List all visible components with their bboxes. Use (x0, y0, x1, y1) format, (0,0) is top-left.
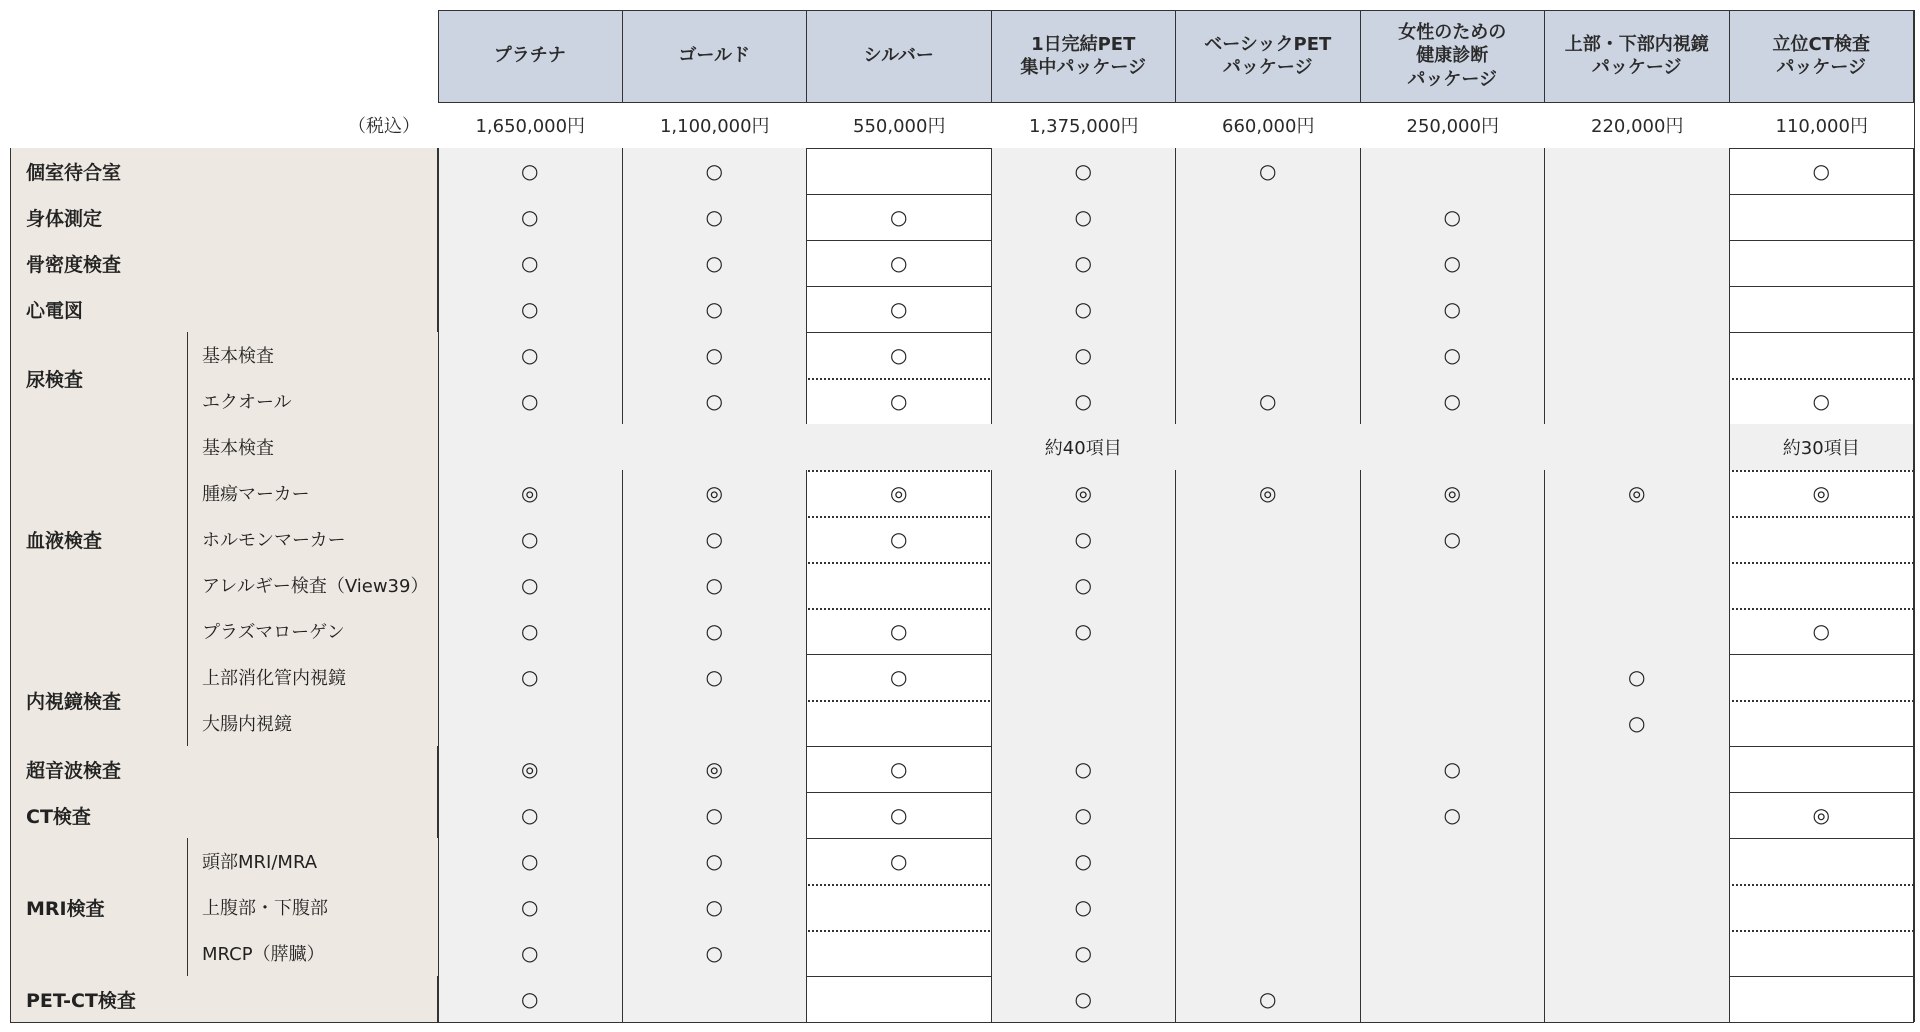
category-label: 骨密度検査 (10, 240, 438, 286)
circle-icon: ○ (1074, 343, 1092, 367)
empty-cell (1545, 148, 1730, 194)
empty-cell (1730, 976, 1915, 1022)
circle-icon: ○ (705, 343, 723, 367)
circle-icon: ○ (1074, 987, 1092, 1011)
category-label: 尿検査 (10, 332, 188, 424)
empty-cell (1545, 562, 1730, 608)
package-name: 上部・下部内視鏡 パッケージ (1564, 33, 1709, 78)
circle-mark (807, 792, 992, 838)
empty-cell (807, 884, 992, 930)
package-name: プラチナ (493, 45, 566, 67)
double-circle-mark (1730, 792, 1915, 838)
empty-cell (1361, 148, 1546, 194)
circle-icon: ○ (1074, 205, 1092, 229)
category-label: 血液検査 (10, 424, 188, 654)
package-name: ベーシックPET パッケージ (1204, 33, 1332, 78)
circle-icon: ○ (1074, 573, 1092, 597)
circle-icon: ○ (705, 297, 723, 321)
circle-icon: ○ (1074, 849, 1092, 873)
empty-cell (1545, 378, 1730, 424)
circle-mark (438, 930, 623, 976)
circle-icon: ○ (705, 941, 723, 965)
circle-icon: ○ (521, 573, 539, 597)
category-label: 超音波検査 (10, 746, 438, 792)
package-header (1361, 10, 1546, 102)
circle-mark (623, 240, 808, 286)
circle-mark (1361, 516, 1546, 562)
circle-mark (438, 378, 623, 424)
double-circle-icon: ◎ (1443, 481, 1461, 505)
circle-icon: ○ (890, 527, 908, 551)
empty-cell (1545, 332, 1730, 378)
empty-cell (1361, 838, 1546, 884)
category-label: 個室待合室 (10, 148, 438, 194)
empty-cell (1176, 700, 1361, 746)
circle-mark (438, 608, 623, 654)
circle-icon: ○ (521, 297, 539, 321)
category-label: 内視鏡検査 (10, 654, 188, 746)
circle-mark (807, 516, 992, 562)
package-price: 110,000円 (1775, 116, 1868, 137)
empty-cell (992, 700, 1177, 746)
circle-mark (807, 838, 992, 884)
double-circle-mark (1361, 470, 1546, 516)
circle-icon: ○ (890, 757, 908, 781)
circle-icon: ○ (705, 895, 723, 919)
circle-icon: ○ (521, 895, 539, 919)
package-name: 立位CT検査 パッケージ (1772, 33, 1870, 78)
circle-icon: ○ (705, 573, 723, 597)
circle-mark (438, 240, 623, 286)
empty-cell (1730, 286, 1915, 332)
package-price: 250,000円 (1406, 116, 1499, 137)
circle-icon: ○ (1628, 665, 1646, 689)
circle-icon: ○ (1074, 895, 1092, 919)
double-circle-mark (807, 470, 992, 516)
package-price: 220,000円 (1591, 116, 1684, 137)
double-circle-mark (623, 746, 808, 792)
empty-cell (1361, 930, 1546, 976)
empty-cell (1176, 516, 1361, 562)
subcategory-label: 腫瘍マーカー (188, 470, 438, 516)
subcategory-label: 基本検査 (188, 332, 438, 378)
circle-mark (992, 194, 1177, 240)
subcategory-label: 上部消化管内視鏡 (188, 654, 438, 700)
double-circle-icon: ◎ (1812, 481, 1830, 505)
circle-mark (807, 654, 992, 700)
circle-mark (438, 976, 623, 1022)
circle-mark (807, 608, 992, 654)
empty-cell (807, 700, 992, 746)
double-circle-icon: ◎ (705, 757, 723, 781)
empty-cell (623, 976, 808, 1022)
circle-mark (438, 884, 623, 930)
circle-mark (1545, 700, 1730, 746)
circle-icon: ○ (1074, 297, 1092, 321)
circle-icon: ○ (890, 251, 908, 275)
empty-cell (1176, 792, 1361, 838)
empty-cell (438, 700, 623, 746)
circle-mark (992, 286, 1177, 332)
double-circle-mark (1176, 470, 1361, 516)
empty-cell (1361, 976, 1546, 1022)
empty-cell (1545, 608, 1730, 654)
circle-mark (438, 286, 623, 332)
package-header (438, 10, 623, 102)
subcategory-label: 上腹部・下腹部 (188, 884, 438, 930)
empty-cell (1545, 930, 1730, 976)
subcategory-label: プラズマローゲン (188, 608, 438, 654)
circle-icon: ○ (705, 389, 723, 413)
circle-icon: ○ (705, 251, 723, 275)
circle-mark (992, 838, 1177, 884)
circle-icon: ○ (1074, 619, 1092, 643)
empty-cell (1730, 332, 1915, 378)
empty-cell (1730, 884, 1915, 930)
empty-cell (1176, 930, 1361, 976)
circle-mark (992, 378, 1177, 424)
circle-mark (807, 746, 992, 792)
empty-cell (807, 930, 992, 976)
double-circle-mark (623, 470, 808, 516)
circle-mark (1361, 240, 1546, 286)
circle-icon: ○ (521, 251, 539, 275)
empty-cell (1176, 746, 1361, 792)
circle-mark (1176, 378, 1361, 424)
circle-icon: ○ (705, 205, 723, 229)
package-price: 660,000円 (1222, 116, 1315, 137)
double-circle-mark (992, 470, 1177, 516)
empty-cell (807, 562, 992, 608)
subcategory-label: 基本検査 (188, 424, 438, 470)
circle-mark (1545, 654, 1730, 700)
empty-cell (1545, 976, 1730, 1022)
package-header (992, 10, 1177, 102)
circle-icon: ○ (1259, 389, 1277, 413)
package-price: 550,000円 (853, 116, 946, 137)
empty-cell (623, 700, 808, 746)
span-value: 約30項目 (1730, 424, 1915, 470)
empty-cell (1545, 516, 1730, 562)
circle-icon: ○ (1443, 205, 1461, 229)
double-circle-icon: ◎ (1812, 803, 1830, 827)
package-comparison-table (10, 10, 1910, 1026)
subcategory-label: エクオール (188, 378, 438, 424)
circle-icon: ○ (1443, 343, 1461, 367)
circle-icon: ○ (521, 527, 539, 551)
circle-icon: ○ (1443, 757, 1461, 781)
circle-mark (438, 332, 623, 378)
circle-icon: ○ (1443, 389, 1461, 413)
package-name: 女性のための 健康診断 パッケージ (1398, 21, 1507, 90)
circle-mark (992, 792, 1177, 838)
subcategory-label: アレルギー検査（View39） (188, 562, 438, 608)
double-circle-icon: ◎ (521, 757, 539, 781)
circle-mark (438, 194, 623, 240)
package-name: シルバー (863, 45, 934, 67)
circle-icon: ○ (705, 527, 723, 551)
category-label: 身体測定 (10, 194, 438, 240)
empty-cell (807, 148, 992, 194)
circle-icon: ○ (1074, 251, 1092, 275)
circle-icon: ○ (521, 849, 539, 873)
empty-cell (1730, 240, 1915, 286)
circle-icon: ○ (1443, 803, 1461, 827)
circle-icon: ○ (890, 849, 908, 873)
empty-cell (807, 976, 992, 1022)
circle-mark (992, 562, 1177, 608)
empty-cell (1176, 562, 1361, 608)
empty-cell (1176, 332, 1361, 378)
circle-mark (623, 608, 808, 654)
circle-mark (1730, 378, 1915, 424)
empty-cell (1545, 884, 1730, 930)
double-circle-icon: ◎ (1259, 481, 1277, 505)
circle-icon: ○ (1443, 297, 1461, 321)
circle-mark (807, 240, 992, 286)
circle-icon: ○ (521, 665, 539, 689)
circle-mark (992, 332, 1177, 378)
empty-cell (1730, 562, 1915, 608)
double-circle-mark (438, 746, 623, 792)
empty-cell (1361, 654, 1546, 700)
empty-cell (1545, 838, 1730, 884)
circle-mark (623, 930, 808, 976)
package-header (1176, 10, 1361, 102)
circle-mark (992, 746, 1177, 792)
circle-icon: ○ (1443, 527, 1461, 551)
circle-mark (1361, 746, 1546, 792)
empty-cell (1361, 608, 1546, 654)
circle-mark (623, 286, 808, 332)
circle-mark (992, 608, 1177, 654)
package-price: 1,100,000円 (659, 116, 770, 137)
circle-mark (992, 976, 1177, 1022)
category-label: 心電図 (10, 286, 438, 332)
circle-mark (438, 792, 623, 838)
package-header (1730, 10, 1915, 102)
circle-icon: ○ (705, 849, 723, 873)
circle-icon: ○ (521, 619, 539, 643)
circle-mark (438, 516, 623, 562)
empty-cell (1176, 194, 1361, 240)
circle-icon: ○ (890, 803, 908, 827)
circle-icon: ○ (890, 665, 908, 689)
circle-icon: ○ (521, 389, 539, 413)
circle-icon: ○ (1074, 389, 1092, 413)
subcategory-label: 頭部MRI/MRA (188, 838, 438, 884)
circle-mark (807, 378, 992, 424)
circle-icon: ○ (1074, 941, 1092, 965)
circle-icon: ○ (521, 343, 539, 367)
circle-mark (1361, 332, 1546, 378)
empty-cell (1730, 838, 1915, 884)
double-circle-icon: ◎ (705, 481, 723, 505)
circle-mark (1361, 286, 1546, 332)
circle-icon: ○ (521, 205, 539, 229)
circle-icon: ○ (521, 159, 539, 183)
tax-label: （税込） (348, 116, 420, 137)
circle-mark (1176, 148, 1361, 194)
double-circle-icon: ◎ (521, 481, 539, 505)
circle-mark (623, 194, 808, 240)
circle-icon: ○ (705, 619, 723, 643)
circle-icon: ○ (1812, 159, 1830, 183)
circle-mark (438, 562, 623, 608)
circle-mark (992, 930, 1177, 976)
empty-cell (1176, 240, 1361, 286)
circle-mark (623, 792, 808, 838)
circle-mark (1176, 976, 1361, 1022)
empty-cell (1176, 884, 1361, 930)
empty-cell (1730, 516, 1915, 562)
circle-mark (1730, 148, 1915, 194)
span-value: 約40項目 (438, 424, 1730, 470)
package-name: ゴールド (678, 45, 751, 67)
circle-mark (1361, 194, 1546, 240)
circle-mark (623, 884, 808, 930)
circle-icon: ○ (890, 205, 908, 229)
circle-mark (623, 562, 808, 608)
package-price: 1,375,000円 (1028, 116, 1139, 137)
circle-icon: ○ (890, 297, 908, 321)
circle-icon: ○ (1443, 251, 1461, 275)
empty-cell (1176, 654, 1361, 700)
package-header (623, 10, 808, 102)
circle-mark (807, 332, 992, 378)
circle-mark (1361, 792, 1546, 838)
empty-cell (1545, 240, 1730, 286)
empty-cell (1361, 700, 1546, 746)
package-price: 1,650,000円 (475, 116, 586, 137)
double-circle-mark (438, 470, 623, 516)
circle-icon: ○ (890, 619, 908, 643)
circle-icon: ○ (705, 665, 723, 689)
circle-mark (1361, 378, 1546, 424)
package-header (1545, 10, 1730, 102)
empty-cell (1730, 654, 1915, 700)
empty-cell (1545, 286, 1730, 332)
empty-cell (1176, 608, 1361, 654)
circle-mark (1730, 608, 1915, 654)
subcategory-label: 大腸内視鏡 (188, 700, 438, 746)
empty-cell (1361, 562, 1546, 608)
circle-icon: ○ (521, 803, 539, 827)
package-name: 1日完結PET 集中パッケージ (1020, 33, 1147, 78)
empty-cell (1730, 194, 1915, 240)
circle-icon: ○ (1074, 527, 1092, 551)
subcategory-label: MRCP（膵臓） (188, 930, 438, 976)
empty-cell (1730, 746, 1915, 792)
category-label: PET-CT検査 (10, 976, 438, 1022)
circle-mark (623, 378, 808, 424)
circle-icon: ○ (1074, 757, 1092, 781)
circle-icon: ○ (1074, 803, 1092, 827)
circle-mark (992, 516, 1177, 562)
empty-cell (992, 654, 1177, 700)
empty-cell (1545, 746, 1730, 792)
empty-cell (1730, 930, 1915, 976)
double-circle-icon: ◎ (890, 481, 908, 505)
circle-icon: ○ (890, 389, 908, 413)
empty-cell (1730, 700, 1915, 746)
circle-mark (623, 148, 808, 194)
circle-icon: ○ (1812, 619, 1830, 643)
empty-cell (1361, 884, 1546, 930)
empty-cell (1545, 792, 1730, 838)
subcategory-label: ホルモンマーカー (188, 516, 438, 562)
circle-icon: ○ (1259, 987, 1277, 1011)
circle-mark (992, 148, 1177, 194)
circle-mark (623, 516, 808, 562)
empty-cell (1176, 838, 1361, 884)
circle-mark (623, 838, 808, 884)
circle-mark (438, 148, 623, 194)
double-circle-icon: ◎ (1074, 481, 1092, 505)
empty-cell (1545, 194, 1730, 240)
circle-mark (438, 654, 623, 700)
category-label: MRI検査 (10, 838, 188, 976)
double-circle-mark (1545, 470, 1730, 516)
circle-icon: ○ (705, 803, 723, 827)
category-label: CT検査 (10, 792, 438, 838)
circle-icon: ○ (521, 987, 539, 1011)
package-header (807, 10, 992, 102)
circle-icon: ○ (1259, 159, 1277, 183)
empty-cell (1176, 286, 1361, 332)
double-circle-mark (1730, 470, 1915, 516)
double-circle-icon: ◎ (1628, 481, 1646, 505)
circle-icon: ○ (1628, 711, 1646, 735)
circle-mark (807, 286, 992, 332)
circle-icon: ○ (1074, 159, 1092, 183)
circle-icon: ○ (890, 343, 908, 367)
circle-mark (623, 654, 808, 700)
circle-mark (623, 332, 808, 378)
circle-icon: ○ (1812, 389, 1830, 413)
circle-mark (992, 240, 1177, 286)
circle-mark (807, 194, 992, 240)
circle-mark (992, 884, 1177, 930)
circle-mark (438, 838, 623, 884)
circle-icon: ○ (521, 941, 539, 965)
circle-icon: ○ (705, 159, 723, 183)
